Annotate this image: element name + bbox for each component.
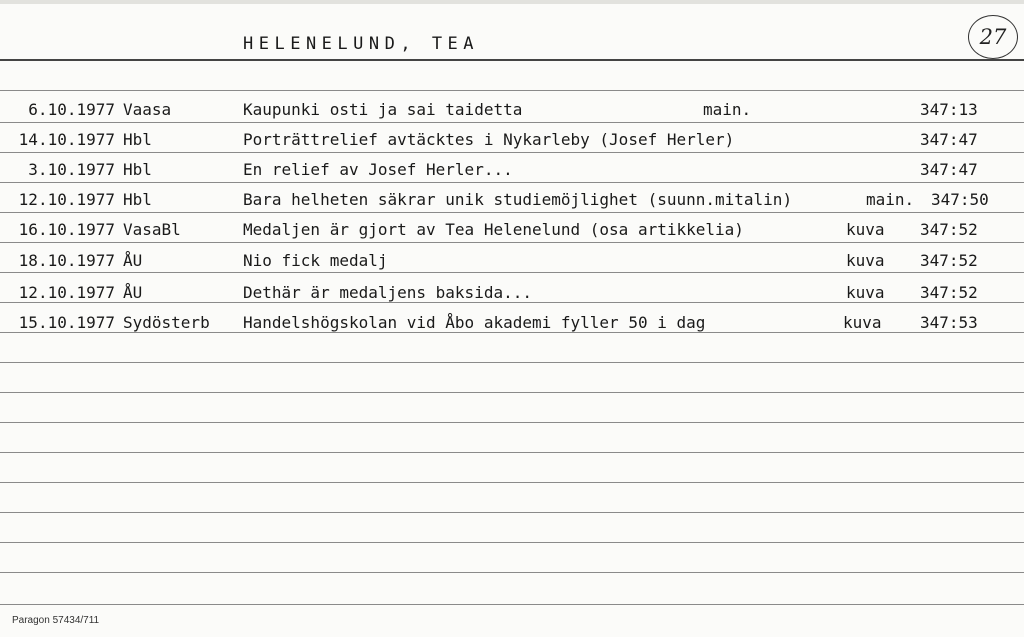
entry-title: En relief av Josef Herler... (243, 160, 513, 179)
card-top-edge (0, 0, 1024, 4)
ruled-line (0, 242, 1024, 243)
entry-date: 18.10.1977 (18, 251, 115, 270)
ruled-line (0, 512, 1024, 513)
ruled-line (0, 59, 1024, 61)
entry-source: Sydösterb (123, 313, 210, 332)
entry-tag: kuva (846, 251, 885, 270)
entry-date: 15.10.1977 (18, 313, 115, 332)
entry-source: ÅU (123, 283, 143, 302)
ruled-line (0, 542, 1024, 543)
entry-tag: kuva (846, 283, 885, 302)
entry-reference: 347:52 (920, 251, 978, 270)
entry-reference: 347:50 (931, 190, 989, 209)
ruled-line (0, 152, 1024, 153)
entry-title: Medaljen är gjort av Tea Helenelund (osa artikkelia) (243, 220, 744, 239)
ruled-line (0, 90, 1024, 91)
ruled-line (0, 422, 1024, 423)
entry-tag: kuva (843, 313, 882, 332)
entry-date: 12.10.1977 (18, 190, 115, 209)
entry-source: Vaasa (123, 100, 172, 119)
entry-date: 3.10.1977 (28, 160, 115, 179)
entry-date: 12.10.1977 (18, 283, 115, 302)
entry-title: Porträttrelief avtäcktes i Nykarleby (Josef Herler) (243, 130, 735, 149)
entry-source: VasaBl (123, 220, 181, 239)
printer-mark: Paragon 57434/711 (12, 615, 100, 626)
ruled-line (0, 604, 1024, 605)
ruled-line (0, 572, 1024, 573)
entry-reference: 347:13 (920, 100, 978, 119)
entry-title: Bara helheten säkrar unik studiemöjlighet (suunn.mitalin) (243, 190, 793, 209)
ruled-line (0, 392, 1024, 393)
ruled-line (0, 482, 1024, 483)
entry-reference: 347:53 (920, 313, 978, 332)
entry-date: 14.10.1977 (18, 130, 115, 149)
ruled-line (0, 272, 1024, 273)
ruled-line (0, 122, 1024, 123)
entry-reference: 347:47 (920, 130, 978, 149)
entry-title: Dethär är medaljens baksida... (243, 283, 532, 302)
entry-reference: 347:52 (920, 220, 978, 239)
entry-date: 16.10.1977 (18, 220, 115, 239)
entry-title: Kaupunki osti ja sai taidetta (243, 100, 523, 119)
card-number-circle: 27 (968, 15, 1018, 59)
ruled-line (0, 182, 1024, 183)
entry-date: 6.10.1977 (28, 100, 115, 119)
entry-source: Hbl (123, 130, 152, 149)
entry-source: Hbl (123, 190, 152, 209)
entry-reference: 347:52 (920, 283, 978, 302)
entry-tag: main. (866, 190, 915, 209)
card-title: HELENELUND, TEA (243, 34, 480, 54)
entry-title: Nio fick medalj (243, 251, 388, 270)
ruled-line (0, 362, 1024, 363)
ruled-line (0, 212, 1024, 213)
entry-title: Handelshögskolan vid Åbo akademi fyller 50 i dag (243, 313, 706, 332)
entry-tag: kuva (846, 220, 885, 239)
entry-reference: 347:47 (920, 160, 978, 179)
entry-tag: main. (703, 100, 752, 119)
entry-source: Hbl (123, 160, 152, 179)
ruled-line (0, 452, 1024, 453)
entry-source: ÅU (123, 251, 143, 270)
